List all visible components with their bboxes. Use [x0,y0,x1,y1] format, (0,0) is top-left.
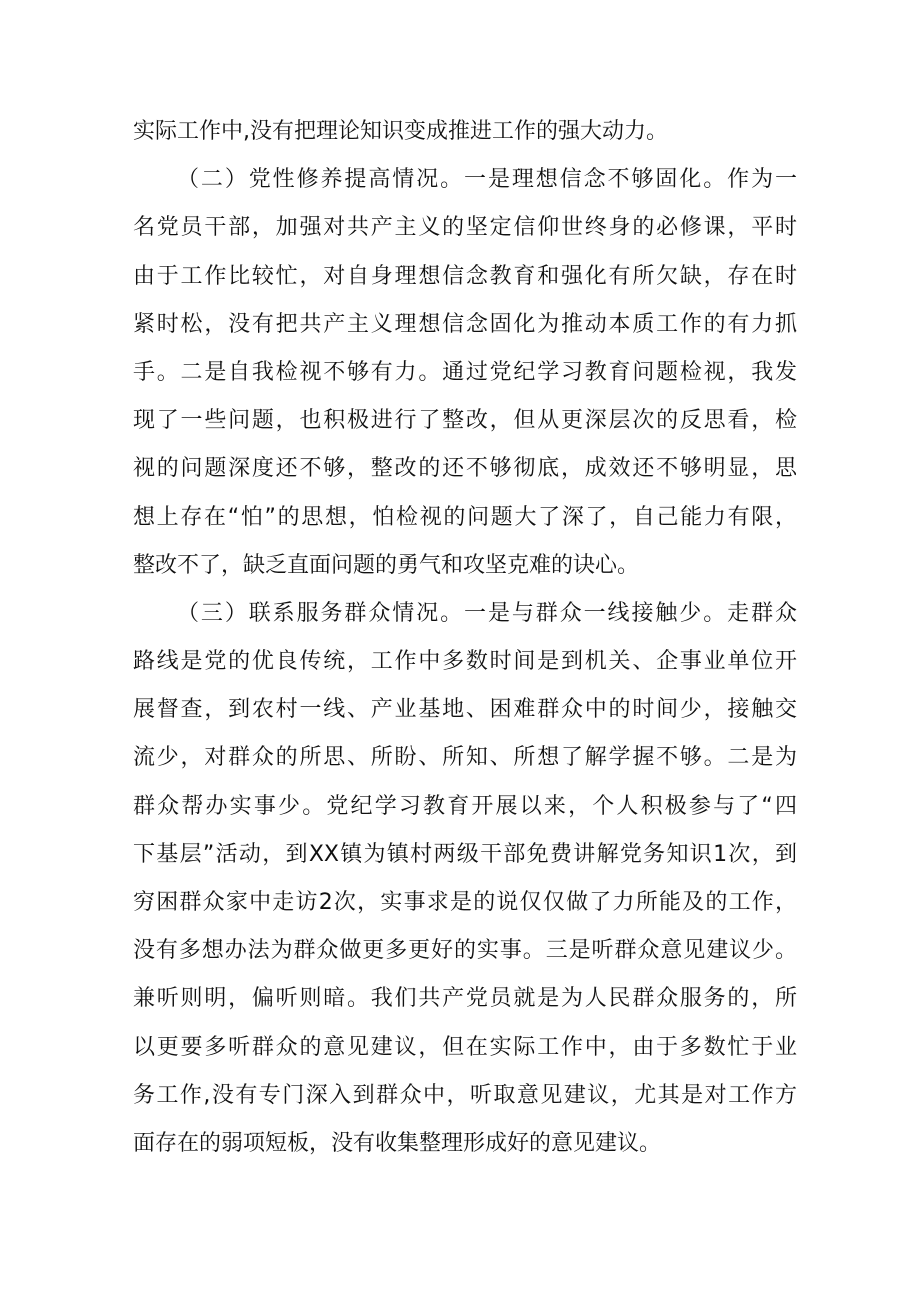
text-line: 流少，对群众的所思、所盼、所知、所想了解学握不够。二是为 [133,745,797,771]
text-line: 由于工作比较忙，对自身理想信念教育和强化有所欠缺，存在时 [133,263,797,289]
text-line: 紧时松，没有把共产主义理想信念固化为推动本质工作的有力抓 [133,311,797,337]
text-line: 展督查，到农村一线、产业基地、困难群众中的时间少，接触交 [133,697,797,723]
text-line: 以更要多听群众的意见建议，但在实际工作中，由于多数忙于业 [133,1034,797,1060]
paragraph-2 [133,156,797,590]
text-line: 务工作,没有专门深入到群众中，听取意见建议，尤其是对工作方 [133,1082,797,1108]
paragraph-3 [133,590,797,1168]
text-line: 面存在的弱项短板，没有收集整理形成好的意见建议。 [133,1130,662,1156]
text-line: 想上存在“怕”的思想，怕检视的问题大了深了，自己能力有限， [133,504,797,530]
text-line: 视的问题深度还不够，整改的还不够彻底，成效还不够明显，思 [133,456,797,482]
document-body [133,108,797,1168]
text-line: 没有多想办法为群众做更多更好的实事。三是听群众意见建议少。 [133,938,797,964]
text-line: （三）联系服务群众情况。一是与群众一线接触少。走群众 [177,600,797,626]
text-line: 现了一些问题，也积极进行了整改，但从更深层次的反思看，检 [133,408,797,434]
text-line: 兼听则明，偏听则暗。我们共产党员就是为人民群众服务的，所 [133,986,797,1012]
text-line: 穷困群众家中走访2次，实事求是的说仅仅做了力所能及的工作， [133,890,797,915]
paragraph-1 [133,108,797,156]
text-line: （二）党性修养提高情况。一是理想信念不够固化。作为一 [177,167,797,193]
text-line: 名党员干部，加强对共产主义的坚定信仰世终身的必修课，平时 [133,215,797,241]
text-line: 手。二是自我检视不够有力。通过党纪学习教育问题检视，我发 [133,359,797,385]
text-line: 实际工作中,没有把理论知识变成推进工作的强大动力。 [133,119,668,144]
text-line: 路线是党的优良传统，工作中多数时间是到机关、企事业单位开 [133,649,797,675]
text-line: 群众帮办实事少。党纪学习教育开展以来，个人积极参与了“四 [133,793,797,819]
text-line: 整改不了，缺乏直面问题的勇气和攻坚克难的诀心。 [133,552,640,578]
text-line: 下基层”活动，到XX镇为镇村两级干部免费讲解党务知识1次，到 [133,841,797,867]
